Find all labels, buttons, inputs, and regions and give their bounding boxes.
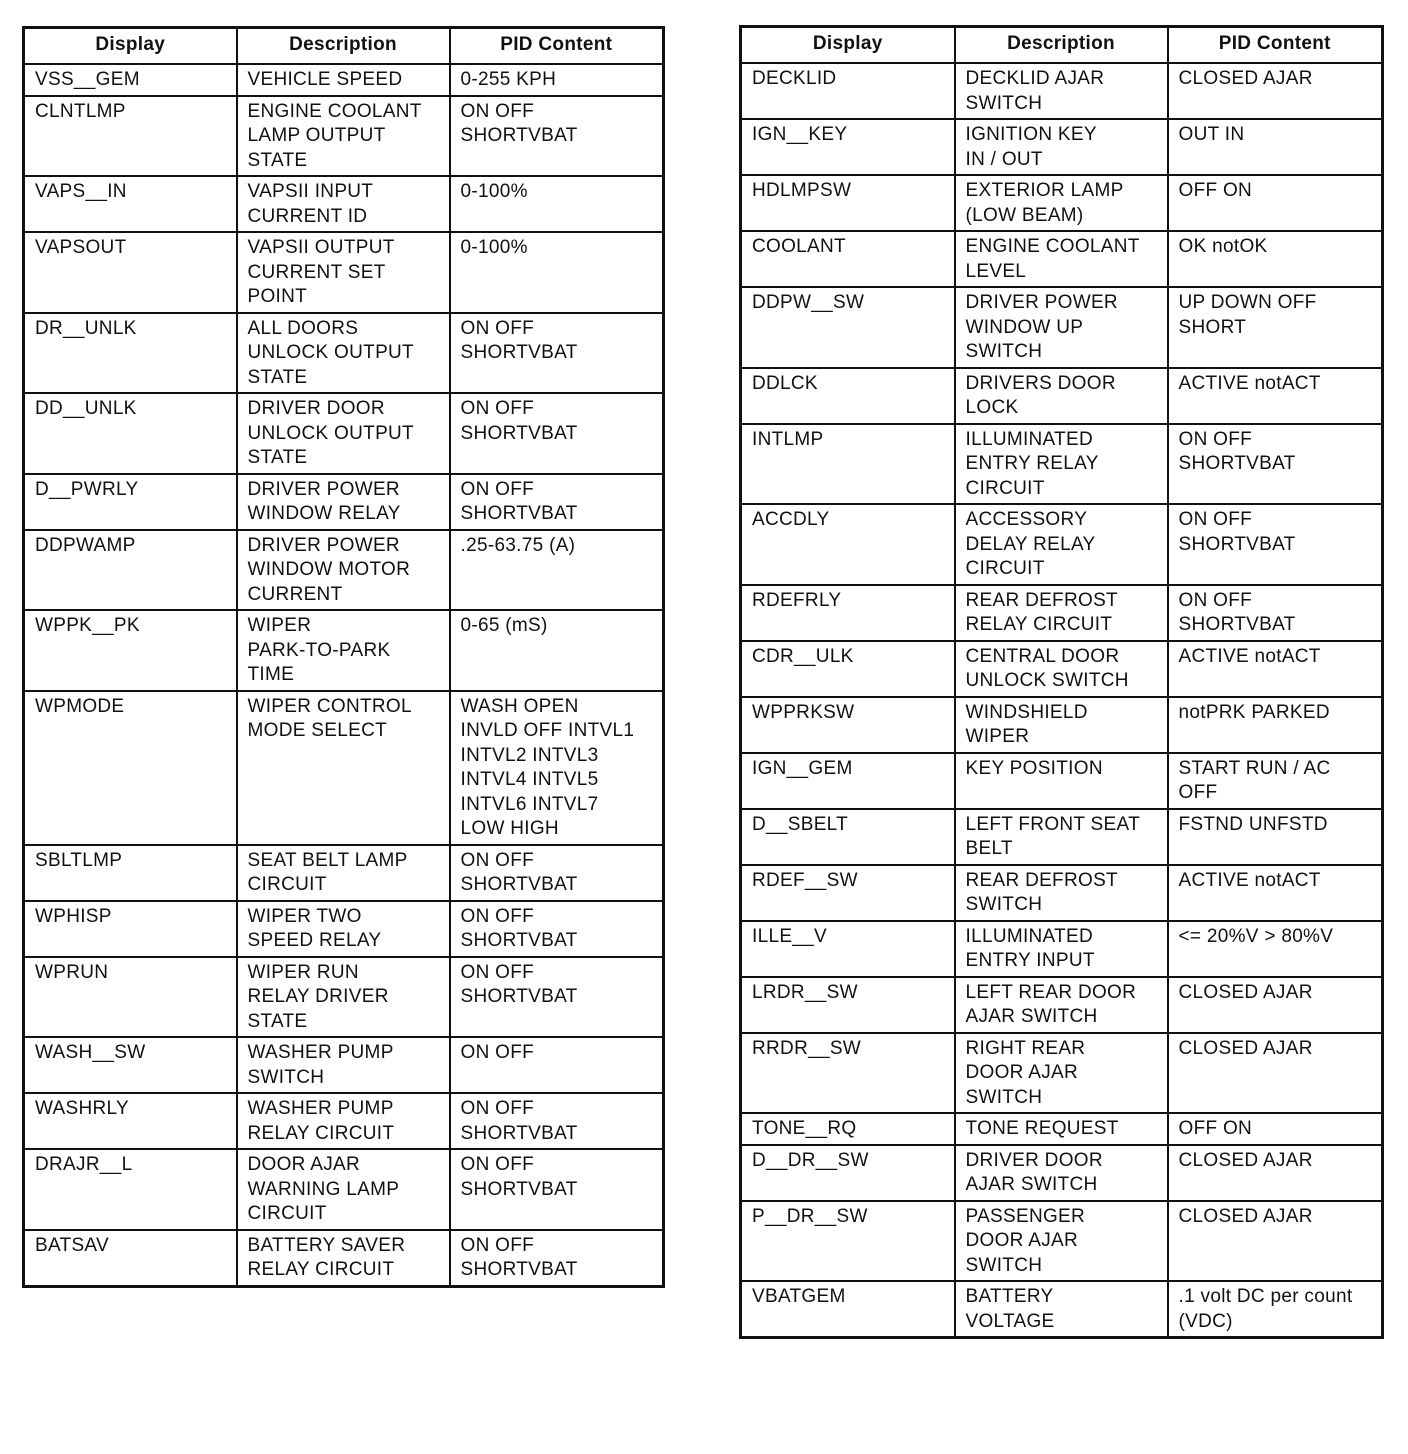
cell-pid-content: OK notOK bbox=[1168, 231, 1383, 287]
cell-display: BATSAV bbox=[24, 1230, 237, 1287]
cell-description: REAR DEFROST RELAY CIRCUIT bbox=[955, 585, 1168, 641]
cell-display: WPPK__PK bbox=[24, 610, 237, 691]
cell-display: WPPRKSW bbox=[741, 697, 955, 753]
cell-display: VAPSOUT bbox=[24, 232, 237, 313]
table-row bbox=[741, 231, 1383, 287]
cell-display: VBATGEM bbox=[741, 1281, 955, 1338]
cell-description: BATTERY VOLTAGE bbox=[955, 1281, 1168, 1338]
cell-display: VSS__GEM bbox=[24, 64, 237, 96]
cell-display: DD__UNLK bbox=[24, 393, 237, 474]
cell-description: ILLUMINATED ENTRY INPUT bbox=[955, 921, 1168, 977]
table-row bbox=[741, 1201, 1383, 1282]
cell-description: VEHICLE SPEED bbox=[237, 64, 450, 96]
table-row bbox=[741, 641, 1383, 697]
cell-display: P__DR__SW bbox=[741, 1201, 955, 1282]
cell-display: INTLMP bbox=[741, 424, 955, 505]
table-header bbox=[741, 27, 1383, 64]
cell-description: TONE REQUEST bbox=[955, 1113, 1168, 1145]
cell-description: VAPSII OUTPUT CURRENT SET POINT bbox=[237, 232, 450, 313]
cell-pid-content: OUT IN bbox=[1168, 119, 1383, 175]
cell-pid-content: ON OFF SHORTVBAT bbox=[1168, 424, 1383, 505]
table-row bbox=[24, 176, 664, 232]
cell-pid-content: ON OFF SHORTVBAT bbox=[450, 1093, 664, 1149]
cell-display: D__PWRLY bbox=[24, 474, 237, 530]
cell-description: EXTERIOR LAMP (LOW BEAM) bbox=[955, 175, 1168, 231]
cell-description: WIPER TWO SPEED RELAY bbox=[237, 901, 450, 957]
cell-description: SEAT BELT LAMP CIRCUIT bbox=[237, 845, 450, 901]
table-row bbox=[24, 957, 664, 1038]
cell-pid-content: ACTIVE notACT bbox=[1168, 368, 1383, 424]
cell-pid-content: 0-65 (mS) bbox=[450, 610, 664, 691]
cell-pid-content: notPRK PARKED bbox=[1168, 697, 1383, 753]
cell-pid-content: ACTIVE notACT bbox=[1168, 641, 1383, 697]
cell-pid-content: CLOSED AJAR bbox=[1168, 1033, 1383, 1114]
table-row bbox=[741, 1281, 1383, 1338]
pid-table-right bbox=[739, 25, 1384, 1339]
cell-display: D__DR__SW bbox=[741, 1145, 955, 1201]
cell-description: ENGINE COOLANT LAMP OUTPUT STATE bbox=[237, 96, 450, 177]
table-row bbox=[741, 504, 1383, 585]
cell-pid-content: ACTIVE notACT bbox=[1168, 865, 1383, 921]
cell-display: RDEFRLY bbox=[741, 585, 955, 641]
table-row bbox=[24, 313, 664, 394]
table-row bbox=[24, 474, 664, 530]
cell-description: IGNITION KEY IN / OUT bbox=[955, 119, 1168, 175]
cell-pid-content: CLOSED AJAR bbox=[1168, 1201, 1383, 1282]
cell-description: KEY POSITION bbox=[955, 753, 1168, 809]
cell-description: CENTRAL DOOR UNLOCK SWITCH bbox=[955, 641, 1168, 697]
table-row bbox=[741, 175, 1383, 231]
cell-display: HDLMPSW bbox=[741, 175, 955, 231]
table-row bbox=[24, 845, 664, 901]
pid-table-left bbox=[22, 26, 665, 1288]
cell-display: ILLE__V bbox=[741, 921, 955, 977]
cell-pid-content: ON OFF SHORTVBAT bbox=[450, 474, 664, 530]
cell-pid-content: .25-63.75 (A) bbox=[450, 530, 664, 611]
cell-description: PASSENGER DOOR AJAR SWITCH bbox=[955, 1201, 1168, 1282]
cell-display: DR__UNLK bbox=[24, 313, 237, 394]
table-row bbox=[741, 1033, 1383, 1114]
cell-display: IGN__KEY bbox=[741, 119, 955, 175]
table-row bbox=[24, 1093, 664, 1149]
cell-description: WASHER PUMP RELAY CIRCUIT bbox=[237, 1093, 450, 1149]
cell-display: SBLTLMP bbox=[24, 845, 237, 901]
cell-pid-content: OFF ON bbox=[1168, 1113, 1383, 1145]
table-row bbox=[24, 64, 664, 96]
cell-display: CDR__ULK bbox=[741, 641, 955, 697]
table-row bbox=[24, 691, 664, 845]
cell-description: DRIVER POWER WINDOW MOTOR CURRENT bbox=[237, 530, 450, 611]
table-row bbox=[741, 368, 1383, 424]
table-row bbox=[24, 1230, 664, 1287]
table-row bbox=[24, 1037, 664, 1093]
cell-pid-content: ON OFF SHORTVBAT bbox=[450, 393, 664, 474]
cell-display: D__SBELT bbox=[741, 809, 955, 865]
header-description: Description bbox=[955, 27, 1168, 64]
cell-display: DDLCK bbox=[741, 368, 955, 424]
table-row bbox=[24, 1149, 664, 1230]
cell-display: TONE__RQ bbox=[741, 1113, 955, 1145]
table-row bbox=[24, 393, 664, 474]
table-row bbox=[24, 901, 664, 957]
cell-description: REAR DEFROST SWITCH bbox=[955, 865, 1168, 921]
table-row bbox=[741, 585, 1383, 641]
cell-description: WASHER PUMP SWITCH bbox=[237, 1037, 450, 1093]
cell-display: VAPS__IN bbox=[24, 176, 237, 232]
header-pid-content: PID Content bbox=[450, 28, 664, 65]
cell-pid-content: ON OFF bbox=[450, 1037, 664, 1093]
table-row bbox=[741, 921, 1383, 977]
cell-description: WIPER RUN RELAY DRIVER STATE bbox=[237, 957, 450, 1038]
cell-pid-content: ON OFF SHORTVBAT bbox=[450, 845, 664, 901]
header-description: Description bbox=[237, 28, 450, 65]
cell-description: DRIVER DOOR UNLOCK OUTPUT STATE bbox=[237, 393, 450, 474]
cell-display: DDPW__SW bbox=[741, 287, 955, 368]
cell-pid-content: ON OFF SHORTVBAT bbox=[450, 901, 664, 957]
cell-pid-content: CLOSED AJAR bbox=[1168, 63, 1383, 119]
cell-description: DRIVER POWER WINDOW RELAY bbox=[237, 474, 450, 530]
table-row bbox=[24, 530, 664, 611]
cell-pid-content: 0-255 KPH bbox=[450, 64, 664, 96]
cell-pid-content: FSTND UNFSTD bbox=[1168, 809, 1383, 865]
cell-description: WIPER CONTROL MODE SELECT bbox=[237, 691, 450, 845]
table-row bbox=[24, 232, 664, 313]
cell-description: ACCESSORY DELAY RELAY CIRCUIT bbox=[955, 504, 1168, 585]
cell-description: WIPER PARK-TO-PARK TIME bbox=[237, 610, 450, 691]
table-row bbox=[741, 865, 1383, 921]
cell-description: ENGINE COOLANT LEVEL bbox=[955, 231, 1168, 287]
cell-description: LEFT FRONT SEAT BELT bbox=[955, 809, 1168, 865]
table-row bbox=[741, 697, 1383, 753]
table-row bbox=[741, 809, 1383, 865]
cell-display: WPHISP bbox=[24, 901, 237, 957]
cell-pid-content: ON OFF SHORTVBAT bbox=[1168, 585, 1383, 641]
table-row bbox=[741, 287, 1383, 368]
cell-pid-content: ON OFF SHORTVBAT bbox=[450, 1149, 664, 1230]
table-row bbox=[741, 63, 1383, 119]
cell-pid-content: UP DOWN OFF SHORT bbox=[1168, 287, 1383, 368]
cell-pid-content: ON OFF SHORTVBAT bbox=[1168, 504, 1383, 585]
table-header bbox=[24, 28, 664, 65]
cell-display: COOLANT bbox=[741, 231, 955, 287]
cell-description: DOOR AJAR WARNING LAMP CIRCUIT bbox=[237, 1149, 450, 1230]
cell-display: DECKLID bbox=[741, 63, 955, 119]
cell-pid-content: OFF ON bbox=[1168, 175, 1383, 231]
cell-display: RRDR__SW bbox=[741, 1033, 955, 1114]
cell-description: DRIVER POWER WINDOW UP SWITCH bbox=[955, 287, 1168, 368]
table-row bbox=[741, 424, 1383, 505]
cell-description: ALL DOORS UNLOCK OUTPUT STATE bbox=[237, 313, 450, 394]
table-row bbox=[741, 753, 1383, 809]
cell-display: WPMODE bbox=[24, 691, 237, 845]
table-row bbox=[741, 1113, 1383, 1145]
cell-pid-content: 0-100% bbox=[450, 232, 664, 313]
table-row bbox=[24, 610, 664, 691]
cell-pid-content: ON OFF SHORTVBAT bbox=[450, 96, 664, 177]
cell-description: BATTERY SAVER RELAY CIRCUIT bbox=[237, 1230, 450, 1287]
cell-description: DRIVER DOOR AJAR SWITCH bbox=[955, 1145, 1168, 1201]
cell-pid-content: ON OFF SHORTVBAT bbox=[450, 313, 664, 394]
cell-pid-content: .1 volt DC per count (VDC) bbox=[1168, 1281, 1383, 1338]
cell-pid-content: ON OFF SHORTVBAT bbox=[450, 957, 664, 1038]
cell-pid-content: ON OFF SHORTVBAT bbox=[450, 1230, 664, 1287]
cell-display: WPRUN bbox=[24, 957, 237, 1038]
cell-pid-content: <= 20%V > 80%V bbox=[1168, 921, 1383, 977]
cell-description: DECKLID AJAR SWITCH bbox=[955, 63, 1168, 119]
cell-description: DRIVERS DOOR LOCK bbox=[955, 368, 1168, 424]
cell-pid-content: CLOSED AJAR bbox=[1168, 977, 1383, 1033]
table-body bbox=[24, 64, 664, 1286]
cell-display: WASH__SW bbox=[24, 1037, 237, 1093]
cell-display: RDEF__SW bbox=[741, 865, 955, 921]
table-row bbox=[741, 119, 1383, 175]
cell-display: DRAJR__L bbox=[24, 1149, 237, 1230]
cell-display: LRDR__SW bbox=[741, 977, 955, 1033]
table-body bbox=[741, 63, 1383, 1338]
cell-description: RIGHT REAR DOOR AJAR SWITCH bbox=[955, 1033, 1168, 1114]
cell-description: WINDSHIELD WIPER bbox=[955, 697, 1168, 753]
table-row bbox=[24, 96, 664, 177]
cell-display: CLNTLMP bbox=[24, 96, 237, 177]
cell-description: VAPSII INPUT CURRENT ID bbox=[237, 176, 450, 232]
cell-pid-content: WASH OPEN INVLD OFF INTVL1 INTVL2 INTVL3 INTVL4 INTVL5 INTVL6 INTVL7 LOW HIGH bbox=[450, 691, 664, 845]
table-row bbox=[741, 1145, 1383, 1201]
cell-display: IGN__GEM bbox=[741, 753, 955, 809]
table-row bbox=[741, 977, 1383, 1033]
cell-display: ACCDLY bbox=[741, 504, 955, 585]
header-display: Display bbox=[741, 27, 955, 64]
cell-description: LEFT REAR DOOR AJAR SWITCH bbox=[955, 977, 1168, 1033]
cell-pid-content: START RUN / AC OFF bbox=[1168, 753, 1383, 809]
cell-pid-content: 0-100% bbox=[450, 176, 664, 232]
cell-display: WASHRLY bbox=[24, 1093, 237, 1149]
cell-pid-content: CLOSED AJAR bbox=[1168, 1145, 1383, 1201]
header-pid-content: PID Content bbox=[1168, 27, 1383, 64]
cell-description: ILLUMINATED ENTRY RELAY CIRCUIT bbox=[955, 424, 1168, 505]
cell-display: DDPWAMP bbox=[24, 530, 237, 611]
header-display: Display bbox=[24, 28, 237, 65]
